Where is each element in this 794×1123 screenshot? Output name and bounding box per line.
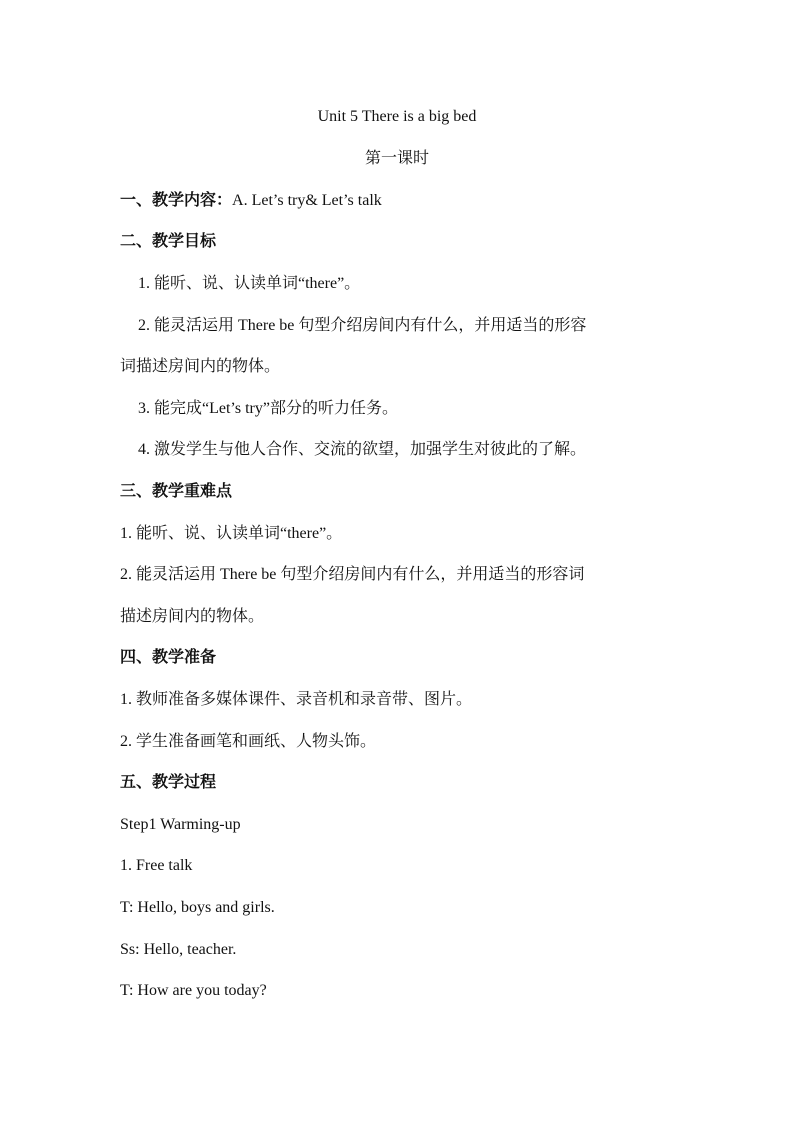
goal-4: 4. 激发学生与他人合作、交流的欲望，加强学生对彼此的了解。 xyxy=(138,441,587,458)
section-1-content: A. Let’s try& Let’s talk xyxy=(232,192,382,209)
document-title: Unit 5 There is a big bed xyxy=(317,108,477,125)
free-talk-heading: 1. Free talk xyxy=(120,857,193,874)
lesson-subtitle: 第一课时 xyxy=(364,150,429,167)
section-3-heading: 三、教学重难点 xyxy=(120,483,233,500)
dialogue-line-1: T: Hello, boys and girls. xyxy=(120,899,275,916)
section-1-heading: 一、教学内容： xyxy=(120,192,233,209)
section-5-heading: 五、教学过程 xyxy=(120,774,217,791)
key-point-2-line-1: 2. 能灵活运用 There be 句型介绍房间内有什么，并用适当的形容词 xyxy=(120,566,585,583)
dialogue-line-3: T: How are you today? xyxy=(120,982,267,999)
section-1-line xyxy=(120,191,680,211)
goal-2-line-2: 词描述房间内的物体。 xyxy=(120,358,281,375)
section-4-heading: 四、教学准备 xyxy=(120,649,217,666)
key-point-2-line-2: 描述房间内的物体。 xyxy=(120,608,265,625)
dialogue-line-2: Ss: Hello, teacher. xyxy=(120,941,237,958)
goal-1: 1. 能听、说、认读单词“there”。 xyxy=(138,275,361,292)
section-2-heading: 二、教学目标 xyxy=(120,233,217,250)
goal-3: 3. 能完成“Let’s try”部分的听力任务。 xyxy=(138,400,398,417)
goal-2-line-1: 2. 能灵活运用 There be 句型介绍房间内有什么，并用适当的形容 xyxy=(138,317,587,334)
prep-2: 2. 学生准备画笔和画纸、人物头饰。 xyxy=(120,733,377,750)
prep-1: 1. 教师准备多媒体课件、录音机和录音带、图片。 xyxy=(120,691,473,708)
step-1-heading: Step1 Warming-up xyxy=(120,816,241,833)
key-point-1: 1. 能听、说、认读单词“there”。 xyxy=(120,525,343,542)
